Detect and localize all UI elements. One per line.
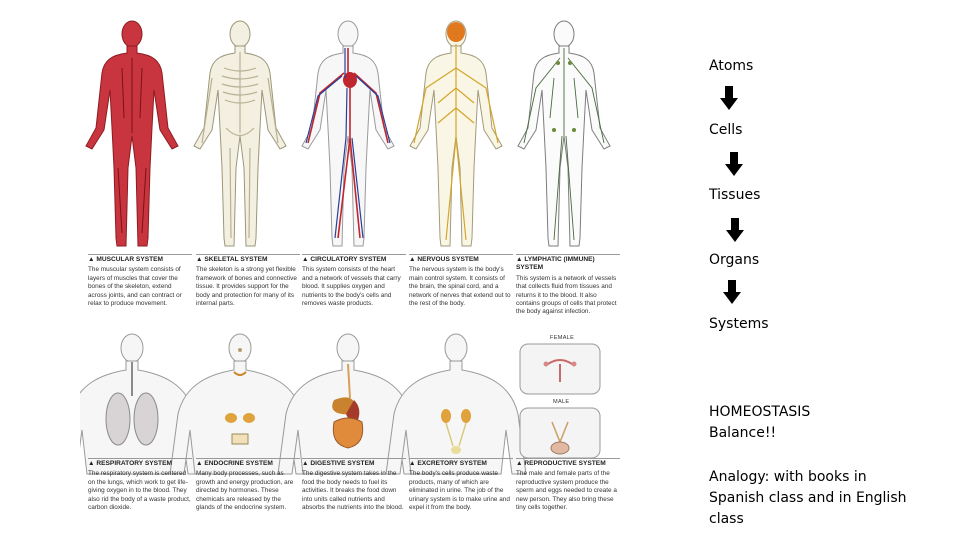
panel-muscular: ▲ MUSCULAR SYSTEM The muscular system consists of layers of muscles that cover the bones of the skeleton, extend across joints, and can contract or relax to produce movement. — [88, 254, 192, 308]
homeostasis-title: HOMEOSTASIS — [709, 404, 811, 420]
analogy-line: class — [709, 511, 744, 527]
step-systems: Systems — [709, 316, 769, 332]
reproductive-inset-female — [520, 344, 600, 394]
down-arrow-icon — [726, 218, 744, 242]
step-atoms: Atoms — [709, 58, 754, 74]
reproductive-inset-male — [520, 408, 600, 458]
panel-digestive: ▲ DIGESTIVE SYSTEM The digestive system takes in the food the body needs to fuel its activities. It breaks the food down into units called nutrients and absorbs the nutrients into the blood. — [302, 458, 406, 512]
nervous-figure — [410, 21, 502, 246]
analogy-line: Analogy: with books in — [709, 469, 867, 485]
panel-respiratory: ▲ RESPIRATORY SYSTEM The respiratory system is centered on the lungs, which work to get life-giving oxygen in to the blood. They also rid the body of a waste product, carbon dioxide. — [88, 460, 191, 512]
analogy-line: Spanish class and in English — [709, 490, 907, 506]
down-arrow-icon — [723, 280, 741, 304]
skeletal-figure — [194, 21, 286, 246]
homeostasis-note — [709, 402, 939, 444]
panel-lymphatic: ▲ LYMPHATIC (IMMUNE) SYSTEM This system is a network of vessels that collects fluid from tissues and returns it to the blood. It also contains groups of cells that protect the body against infection. — [516, 254, 620, 317]
panel-endocrine: ▲ ENDOCRINE SYSTEM Many body processes, such as growth and energy production, are directed by hormones. These chemicals are released by the glands of the endocrine system. — [196, 458, 300, 512]
homeostasis-subtitle: Balance!! — [709, 425, 777, 441]
down-arrow-icon — [725, 152, 743, 176]
body-systems-figure — [80, 12, 635, 532]
panel-nervous: ▲ NERVOUS SYSTEM The nervous system is the body's main control system. It consists of the brain, the spinal cord, and a network of nerves that extend out to the rest of the body. — [409, 254, 513, 308]
muscular-figure — [86, 21, 178, 246]
inset-female-label: FEMALE — [550, 335, 575, 341]
analogy-note — [709, 467, 939, 530]
panel-skeletal: ▲ SKELETAL SYSTEM The skeleton is a strong yet flexible framework of bones and connective tissue. It provides support for the body and protection for many of its internal parts. — [196, 254, 300, 308]
down-arrow-icon — [720, 86, 738, 110]
step-cells: Cells — [709, 122, 743, 138]
panel-reproductive: ▲ REPRODUCTIVE SYSTEM The male and female parts of the reproductive system produce the sperm and eggs needed to create a new person. They also bring these tiny cells together. — [516, 458, 620, 512]
step-organs: Organs — [709, 252, 760, 268]
panel-excretory: ▲ EXCRETORY SYSTEM The body's cells produce waste products, many of which are eliminated in urine. The job of the urinary system is to make urine and expel it from the body. — [409, 458, 513, 512]
lymphatic-figure — [518, 21, 610, 246]
inset-male-label: MALE — [553, 399, 570, 405]
step-tissues: Tissues — [709, 187, 761, 203]
circulatory-figure — [302, 21, 394, 246]
panel-circulatory: ▲ CIRCULATORY SYSTEM This system consists of the heart and a network of vessels that carry blood. It supplies oxygen and nutrients to the body's cells and removes waste products. — [302, 254, 406, 308]
